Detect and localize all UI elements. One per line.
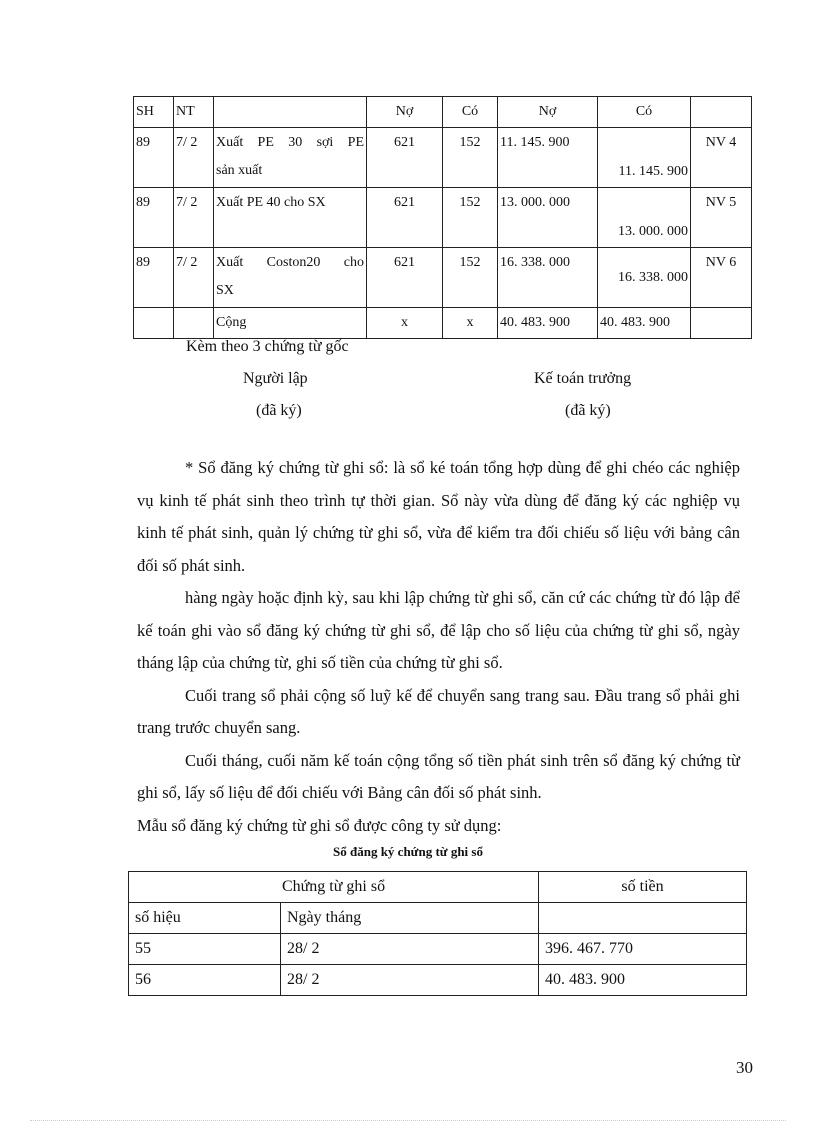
total-label: Cộng: [214, 308, 367, 339]
table-row: [134, 248, 752, 308]
header-so-hieu: số hiệu: [129, 903, 281, 934]
header-amount: số tiền: [539, 872, 747, 903]
cell-amount-co: 16. 338. 000: [598, 248, 691, 308]
desc-line-2: sản xuất: [216, 163, 263, 178]
cell-nv: NV 5: [691, 188, 752, 248]
attach-note: Kèm theo 3 chứng từ gốc: [186, 338, 349, 355]
cell-so-hieu: 55: [129, 934, 281, 965]
table-row: [129, 934, 747, 965]
voucher-table: [133, 96, 752, 339]
header-sh: SH: [134, 97, 174, 128]
register-subheader-row: [129, 903, 747, 934]
preparer-title: Người lập: [243, 370, 308, 387]
header-ngay-thang: Ngày tháng: [281, 903, 539, 934]
register-table: [128, 871, 747, 996]
paragraph: * Sổ đăng ký chứng từ ghi sổ: là sổ ké toán tổng hợp dùng để ghi chéo các nghiệp vụ kinh tế phát sinh theo trình tự thời gian. Sổ này vừa dùng để đăng ký các nghiệp vụ kinh tế phát sinh, quản lý chứng từ ghi sổ, vừa để kiểm tra đối chiếu số liệu với bảng cân đối số phát sinh.: [137, 458, 740, 575]
cell-nt: 7/ 2: [174, 128, 214, 188]
cell-desc: [214, 188, 367, 248]
cell-account-no: 621: [367, 248, 443, 308]
table-header-row: [134, 97, 752, 128]
table-row: [134, 128, 752, 188]
cell-so-tien: 396. 467. 770: [539, 934, 747, 965]
paragraph: hàng ngày hoặc định kỳ, sau khi lập chứng từ ghi sổ, căn cứ các chứng từ đó lập để kế toán ghi vào sổ đăng ký chứng từ ghi sổ, để lập cho số liệu của chứng từ ghi sổ, ngày tháng lập của chứng từ, ghi số tiền của chứng từ ghi sổ.: [137, 588, 740, 672]
register-title: Sổ đăng ký chứng từ ghi sổ: [333, 844, 483, 859]
header-amount-co: Có: [598, 97, 691, 128]
header-account-no: Nợ: [367, 97, 443, 128]
header-amount-no: Nợ: [498, 97, 598, 128]
cell-account-co: 152: [443, 128, 498, 188]
register-header-row: [129, 872, 747, 903]
cell-amount-no: 13. 000. 000: [498, 188, 598, 248]
header-blank: [539, 903, 747, 934]
page-number: 30: [736, 1058, 753, 1077]
body-text: [137, 452, 740, 842]
cell-account-no: 621: [367, 188, 443, 248]
cell-nt: 7/ 2: [174, 248, 214, 308]
total-amount-co: 40. 483. 900: [598, 308, 691, 339]
total-account-co: x: [443, 308, 498, 339]
header-nt: NT: [174, 97, 214, 128]
cell-account-co: 152: [443, 248, 498, 308]
cell-ngay-thang: 28/ 2: [281, 934, 539, 965]
preparer-signed-note: (đã ký): [256, 402, 302, 419]
cell-amount-no: 11. 145. 900: [498, 128, 598, 188]
cell-nv: NV 4: [691, 128, 752, 188]
desc-line-2: SX: [216, 283, 234, 298]
cell-desc: [214, 128, 367, 188]
cell-amount-co: 13. 000. 000: [598, 188, 691, 248]
total-amount-no: 40. 483. 900: [498, 308, 598, 339]
header-nv: [691, 97, 752, 128]
cell-amount-co: 11. 145. 900: [598, 128, 691, 188]
footer-divider: [30, 1120, 786, 1121]
paragraph: Mẫu sổ đăng ký chứng từ ghi sổ được công ty sử dụng:: [137, 815, 502, 835]
cell-sh: 89: [134, 248, 174, 308]
header-desc: [214, 97, 367, 128]
cell-account-co: 152: [443, 188, 498, 248]
cell-nv: NV 6: [691, 248, 752, 308]
chief-accountant-title: Kế toán trưởng: [534, 370, 632, 387]
cell-amount-no: 16. 338. 000: [498, 248, 598, 308]
header-voucher-group: Chứng từ ghi sổ: [129, 872, 539, 903]
chief-accountant-signed-note: (đã ký): [565, 402, 611, 419]
cell-sh: 89: [134, 188, 174, 248]
table-total-row: [134, 308, 752, 339]
desc-line-1: Xuất PE 30 sợi PE: [216, 135, 364, 150]
cell-sh: 89: [134, 128, 174, 188]
cell-ngay-thang: 28/ 2: [281, 965, 539, 996]
cell-so-tien: 40. 483. 900: [539, 965, 747, 996]
paragraph: Cuối tháng, cuối năm kế toán cộng tổng số tiền phát sinh trên sổ đăng ký chứng từ ghi sổ, lấy số liệu để đối chiếu với Bảng cân đối số phát sinh.: [137, 750, 740, 802]
total-account-no: x: [367, 308, 443, 339]
paragraph: Cuối trang sổ phải cộng số luỹ kế để chuyển sang trang sau. Đầu trang sổ phải ghi trang trước chuyển sang.: [137, 685, 740, 737]
desc-line-1: Xuất PE 40 cho SX: [216, 195, 326, 210]
table-row: [134, 188, 752, 248]
cell-account-no: 621: [367, 128, 443, 188]
desc-line-1: Xuất Coston20 cho: [216, 255, 364, 270]
cell-desc: [214, 248, 367, 308]
cell-nt: 7/ 2: [174, 188, 214, 248]
cell-so-hieu: 56: [129, 965, 281, 996]
header-account-co: Có: [443, 97, 498, 128]
table-row: [129, 965, 747, 996]
